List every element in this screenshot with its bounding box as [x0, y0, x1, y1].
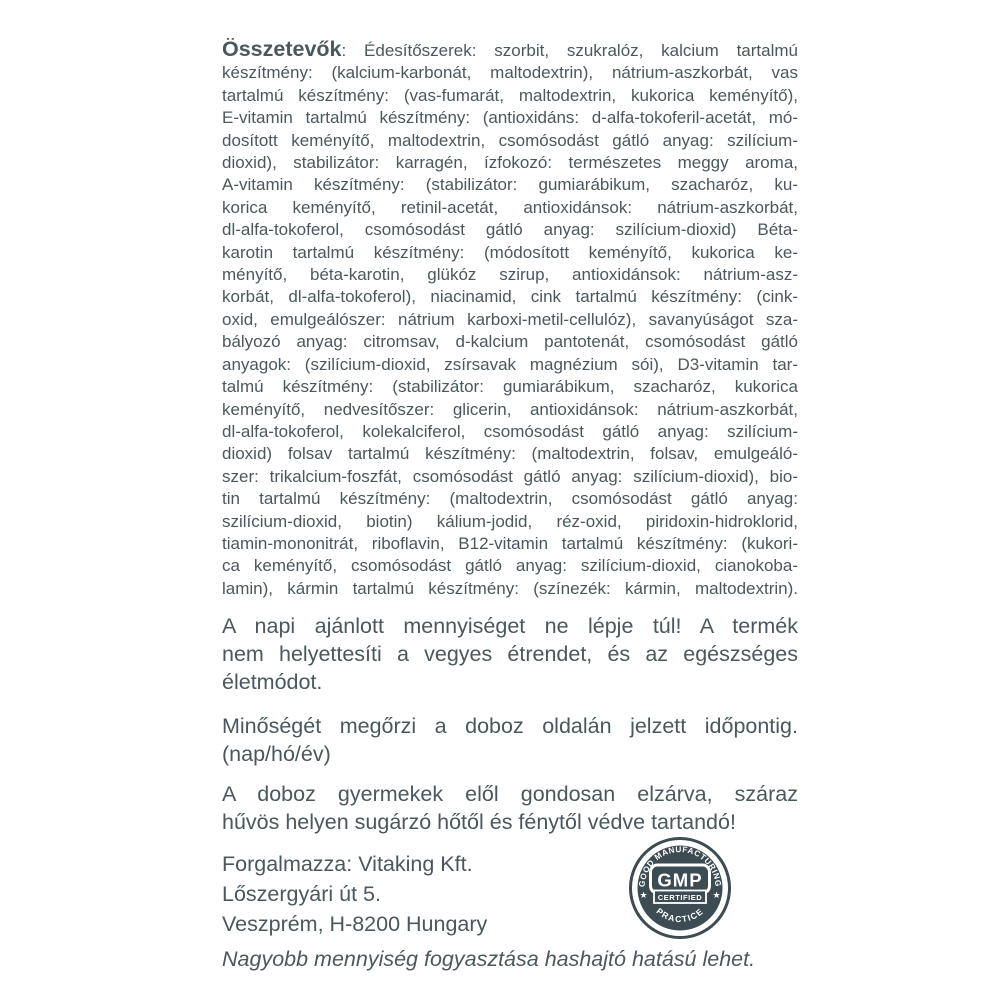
ingredients-line: talmú készítmény: (stabilizátor: gumiarábikum, szacharóz, kukorica — [222, 377, 798, 397]
laxative-effect-note: Nagyobb mennyiség fogyasztása hashajtó hatású lehet. — [222, 947, 756, 972]
ingredients-line: dioxid), stabilizátor: karragén, ízfokozó: természetes meggy aroma, — [222, 153, 798, 173]
note-line: (nap/hó/év) — [222, 742, 331, 767]
ingredients-line: szilícium-dioxid, biotin) kálium-jodid, réz-oxid, piridoxin-hidroklorid, — [222, 511, 798, 531]
storage-warning — [222, 780, 798, 836]
ingredients-line: korica keményítő, retinil-acetát, antioxidánsok: nátrium-aszkorbát, — [222, 197, 798, 217]
warning-line: nem helyettesíti a vegyes étrendet, és az egészséges — [222, 642, 798, 667]
ingredients-line: keményítő, nedvesítőszer: glicerin, antioxidánsok: nátrium-aszkorbát, — [222, 399, 798, 419]
distributor-line: Forgalmazza: Vitaking Kft. — [222, 852, 473, 877]
ingredients-line: oxid, emulgeálószer: nátrium karboxi-metil-cellulóz), savanyúságot sza- — [222, 309, 798, 329]
ingredients-line: karotin tartalmú készítmény: (módosított keményítő, kukorica ke- — [222, 242, 798, 262]
gmp-seal-icon — [628, 836, 732, 940]
ingredients-line: ményítő, béta-karotin, glükóz szirup, antioxidánsok: nátrium-asz- — [222, 265, 798, 285]
seal-star-right-icon: ★ — [712, 890, 721, 900]
distributor-line: Lőszergyári út 5. — [222, 882, 381, 907]
ingredients-line: tartalmú készítmény: (vas-fumarát, maltodextrin, kukorica keményítő), — [222, 85, 798, 105]
warning-line: A napi ajánlott mennyiséget ne lépje túl! A termék — [222, 614, 798, 639]
ingredients-section — [222, 38, 798, 600]
ingredients-heading: Összetevők — [222, 38, 342, 61]
ingredients-first-line — [222, 38, 798, 62]
daily-limit-warning — [222, 612, 798, 696]
ingredients-line: anyagok: (szilícium-dioxid, zsírsavak magnézium sói), D3-vitamin tar- — [222, 354, 798, 374]
seal-bottom-text: PRACTICE — [654, 905, 706, 925]
ingredients-line: készítmény: (kalcium-karbonát, maltodextrin), nátrium-aszkorbát, vas — [222, 63, 798, 83]
ingredients-line: korbát, dl-alfa-tokoferol), niacinamid, cink tartalmú készítmény: (cink- — [222, 287, 798, 307]
product-label-panel — [222, 38, 798, 972]
note-line: Minőségét megőrzi a doboz oldalán jelzett időpontig. — [222, 714, 798, 739]
ingredients-line: lamin), kármin tartalmú készítmény: (színezék: kármin, maltodextrin). — [222, 578, 798, 598]
warning-line: hűvös helyen sugárzó hőtől és fénytől védve tartandó! — [222, 810, 736, 835]
ingredients-first-line-text: : Édesítőszerek: szorbit, szukralóz, kalcium tartalmú — [341, 41, 798, 60]
ingredients-line: dl-alfa-tokoferol, csomósodást gátló anyag: szilícium-dioxid) Béta- — [222, 220, 798, 240]
ingredients-line: tin tartalmú készítmény: (maltodextrin, csomósodást gátló anyag: — [222, 489, 798, 509]
shelf-life-note — [222, 712, 798, 768]
seal-star-left-icon: ★ — [639, 890, 648, 900]
ingredients-line: dl-alfa-tokoferol, kolekalciferol, csomósodást gátló anyag: szilícium- — [222, 421, 798, 441]
ingredients-line: A-vitamin készítmény: (stabilizátor: gumiarábikum, szacharóz, ku- — [222, 175, 798, 195]
ingredients-line: bályozó anyag: citromsav, d-kalcium pantotenát, csomósodást gátló — [222, 332, 798, 352]
ingredients-line: dosított keményítő, maltodextrin, csomósodást gátló anyag: szilícium- — [222, 130, 798, 150]
warning-line: A doboz gyermekek elől gondosan elzárva, száraz — [222, 782, 798, 807]
seal-gmp-text: GMP — [657, 869, 703, 891]
ingredients-line: E-vitamin tartalmú készítmény: (antioxidáns: d-alfa-tokoferil-acetát, mó- — [222, 108, 798, 128]
distributor-line: Veszprém, H-8200 Hungary — [222, 912, 488, 937]
ingredients-line: szer: trikalcium-foszfát, csomósodást gátló anyag: szilícium-dioxid), bio- — [222, 466, 798, 486]
ingredients-lines — [222, 62, 798, 600]
seal-certified-text: CERTIFIED — [657, 892, 703, 902]
ingredients-line: tiamin-mononitrát, riboflavin, B12-vitamin tartalmú készítmény: (kukori- — [222, 533, 798, 553]
seal-top-text: GOOD MANUFACTURING — [637, 845, 723, 888]
ingredients-line: dioxid) folsav tartalmú készítmény: (maltodextrin, folsav, emulgeáló- — [222, 444, 798, 464]
gmp-certified-seal — [628, 836, 732, 940]
warning-line: életmódot. — [222, 670, 323, 695]
ingredients-line: ca keményítő, csomósodást gátló anyag: szilícium-dioxid, cianokoba- — [222, 556, 798, 576]
